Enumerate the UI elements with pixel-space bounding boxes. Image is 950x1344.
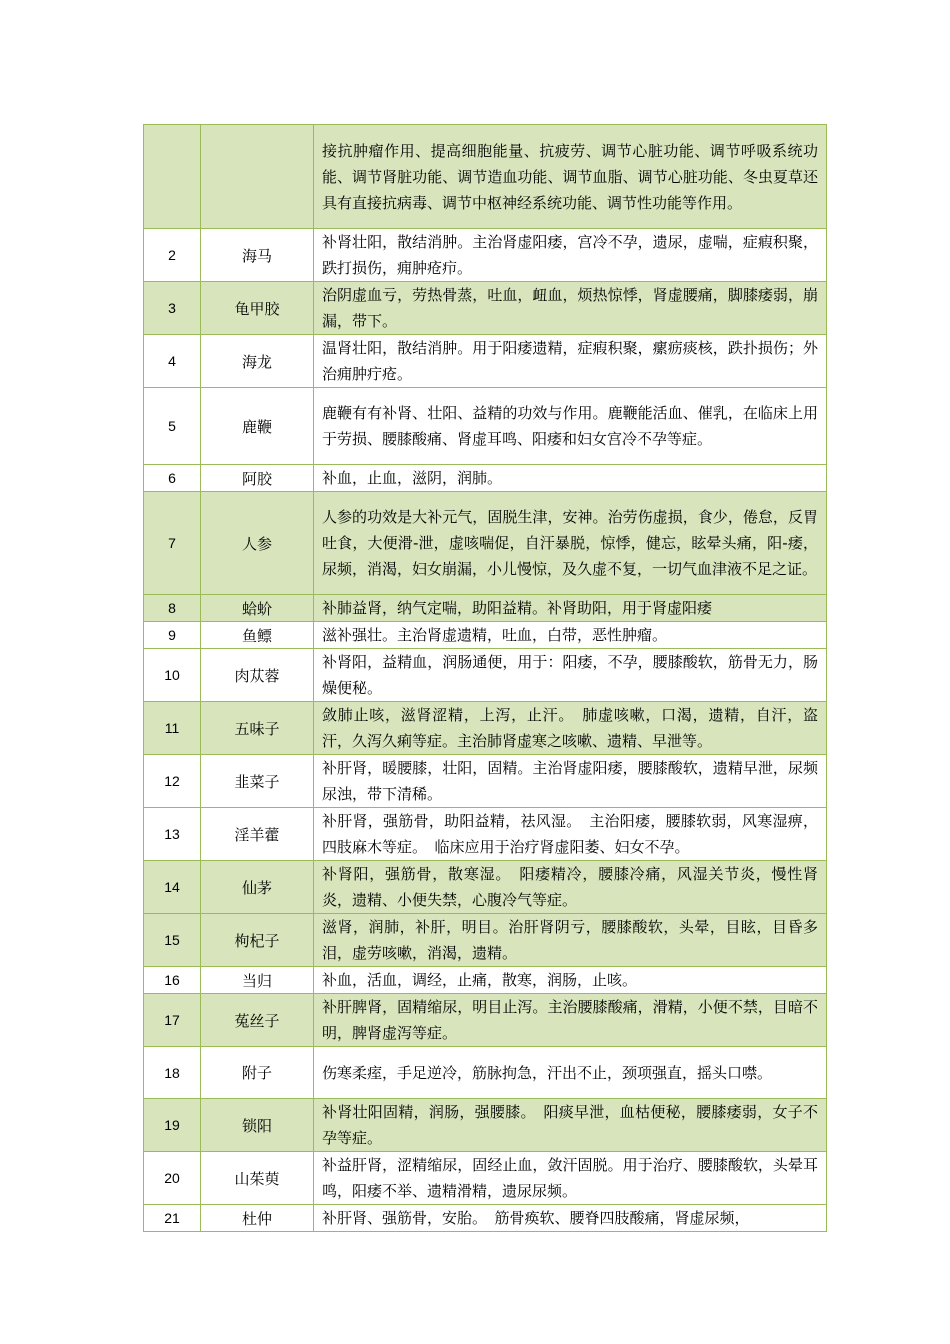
row-number: 18 — [144, 1047, 201, 1099]
table-row — [144, 388, 827, 465]
table-row — [144, 702, 827, 755]
herb-effects: 补肾阳，强筋骨，散寒湿。 阳痿精冷，腰膝冷痛，风湿关节炎，慢性肾炎，遗精、小便失禁，心腹冷气等症。 — [314, 861, 827, 914]
herb-name: 阿胶 — [201, 465, 314, 492]
herb-effects: 补肾壮阳固精，润肠，强腰膝。 阳痰早泄，血枯便秘，腰膝痿弱，女子不孕等症。 — [314, 1099, 827, 1152]
row-number: 7 — [144, 492, 201, 595]
row-number: 15 — [144, 914, 201, 967]
herb-effects: 补肝脾肾，固精缩尿，明目止泻。主治腰膝酸痛，滑精，小便不禁，目暗不明，脾肾虚泻等症。 — [314, 994, 827, 1047]
table-row — [144, 1205, 827, 1232]
table-row — [144, 808, 827, 861]
row-number: 16 — [144, 967, 201, 994]
herb-name: 蛤蚧 — [201, 595, 314, 622]
herb-name: 五味子 — [201, 702, 314, 755]
herb-name: 枸杞子 — [201, 914, 314, 967]
herb-name: 龟甲胶 — [201, 282, 314, 335]
table-row — [144, 994, 827, 1047]
herb-name: 人参 — [201, 492, 314, 595]
table-row — [144, 335, 827, 388]
table-row — [144, 229, 827, 282]
table-row — [144, 465, 827, 492]
table-row — [144, 125, 827, 229]
table-row — [144, 649, 827, 702]
herb-effects: 鹿鞭有有补肾、壮阳、益精的功效与作用。鹿鞭能活血、催乳，在临床上用于劳损、腰膝酸痛、肾虚耳鸣、阳痿和妇女宫冷不孕等症。 — [314, 388, 827, 465]
herb-name: 鹿鞭 — [201, 388, 314, 465]
row-number: 10 — [144, 649, 201, 702]
table-row — [144, 1099, 827, 1152]
herb-name: 菟丝子 — [201, 994, 314, 1047]
herb-effects: 治阴虚血亏，劳热骨蒸，吐血，衄血，烦热惊悸，肾虚腰痛，脚膝痿弱，崩漏，带下。 — [314, 282, 827, 335]
row-number — [144, 125, 201, 229]
herb-name: 山茱萸 — [201, 1152, 314, 1205]
table-row — [144, 1047, 827, 1099]
herb-effects: 补血，止血，滋阴，润肺。 — [314, 465, 827, 492]
table-row — [144, 595, 827, 622]
herb-name: 海马 — [201, 229, 314, 282]
table-row — [144, 914, 827, 967]
herb-name: 当归 — [201, 967, 314, 994]
row-number: 13 — [144, 808, 201, 861]
herb-name: 海龙 — [201, 335, 314, 388]
row-number: 2 — [144, 229, 201, 282]
herb-name: 锁阳 — [201, 1099, 314, 1152]
herb-effects: 补益肝肾，涩精缩尿，固经止血，敛汗固脱。用于治疗、腰膝酸软，头晕耳鸣，阳痿不举、遗精滑精，遗尿尿频。 — [314, 1152, 827, 1205]
table-row — [144, 861, 827, 914]
herb-effects: 补肝肾，暖腰膝，壮阳，固精。主治肾虚阳痿，腰膝酸软，遗精早泄，尿频尿浊，带下清稀。 — [314, 755, 827, 808]
herb-effects: 补血，活血，调经，止痛，散寒，润肠，止咳。 — [314, 967, 827, 994]
herb-name — [201, 125, 314, 229]
herb-effects: 补肾阳，益精血，润肠通便，用于：阳痿，不孕，腰膝酸软，筋骨无力，肠燥便秘。 — [314, 649, 827, 702]
herb-effects: 温肾壮阳，散结消肿。用于阳痿遗精，症瘕积聚，瘰疬痰核，跌扑损伤；外治痈肿疔疮。 — [314, 335, 827, 388]
row-number: 19 — [144, 1099, 201, 1152]
herb-effects: 接抗肿瘤作用、提高细胞能量、抗疲劳、调节心脏功能、调节呼吸系统功能、调节肾脏功能、调节造血功能、调节血脂、调节心脏功能、冬虫夏草还具有直接抗病毒、调节中枢神经系统功能、调节性功能等作用。 — [314, 125, 827, 229]
table-row — [144, 282, 827, 335]
row-number: 6 — [144, 465, 201, 492]
herb-effects: 人参的功效是大补元气，固脱生津，安神。治劳伤虚损，食少，倦怠，反胃吐食，大便滑-泄，虚咳喘促，自汗暴脱，惊悸，健忘，眩晕头痛，阳-痿，尿频，消渴，妇女崩漏，小儿慢惊，及久虚不复，一切气血津液不足之证。 — [314, 492, 827, 595]
row-number: 21 — [144, 1205, 201, 1232]
herb-effects: 补肝肾，强筋骨，助阳益精，祛风湿。 主治阳痿，腰膝软弱，风寒湿痹，四肢麻木等症。 临床应用于治疗肾虚阳萎、妇女不孕。 — [314, 808, 827, 861]
herb-name: 仙茅 — [201, 861, 314, 914]
herb-name: 韭菜子 — [201, 755, 314, 808]
row-number: 17 — [144, 994, 201, 1047]
herb-name: 肉苁蓉 — [201, 649, 314, 702]
row-number: 5 — [144, 388, 201, 465]
table-row — [144, 1152, 827, 1205]
row-number: 14 — [144, 861, 201, 914]
table-row — [144, 622, 827, 649]
herb-name: 鱼鳔 — [201, 622, 314, 649]
herb-effects: 滋肾，润肺，补肝，明目。治肝肾阴亏，腰膝酸软，头晕，目眩，目昏多泪，虚劳咳嗽，消渴，遗精。 — [314, 914, 827, 967]
herb-name: 杜仲 — [201, 1205, 314, 1232]
row-number: 4 — [144, 335, 201, 388]
row-number: 12 — [144, 755, 201, 808]
row-number: 11 — [144, 702, 201, 755]
herb-table — [143, 124, 827, 1232]
herb-name: 淫羊藿 — [201, 808, 314, 861]
row-number: 8 — [144, 595, 201, 622]
herb-effects: 补肝肾、强筋骨，安胎。 筋骨痪软、腰脊四肢酸痛，肾虚尿频， — [314, 1205, 827, 1232]
table-row — [144, 492, 827, 595]
row-number: 9 — [144, 622, 201, 649]
herb-effects: 滋补强壮。主治肾虚遗精，吐血，白带，恶性肿瘤。 — [314, 622, 827, 649]
row-number: 20 — [144, 1152, 201, 1205]
table-row — [144, 967, 827, 994]
herb-effects: 敛肺止咳，滋肾涩精，上泻，止汗。 肺虚咳嗽，口渴，遗精，自汗，盗汗，久泻久痢等症。主治肺肾虚寒之咳嗽、遗精、早泄等。 — [314, 702, 827, 755]
herb-effects: 补肾壮阳，散结消肿。主治肾虚阳痿，宫冷不孕，遗尿，虚喘，症瘕积聚，跌打损伤，痈肿疮疖。 — [314, 229, 827, 282]
herb-effects: 补肺益肾，纳气定喘，助阳益精。补肾助阳，用于肾虚阳痿 — [314, 595, 827, 622]
herb-name: 附子 — [201, 1047, 314, 1099]
herb-effects: 伤寒柔痓，手足逆冷，筋脉拘急，汗出不止，颈项强直，摇头口噤。 — [314, 1047, 827, 1099]
row-number: 3 — [144, 282, 201, 335]
table-row — [144, 755, 827, 808]
